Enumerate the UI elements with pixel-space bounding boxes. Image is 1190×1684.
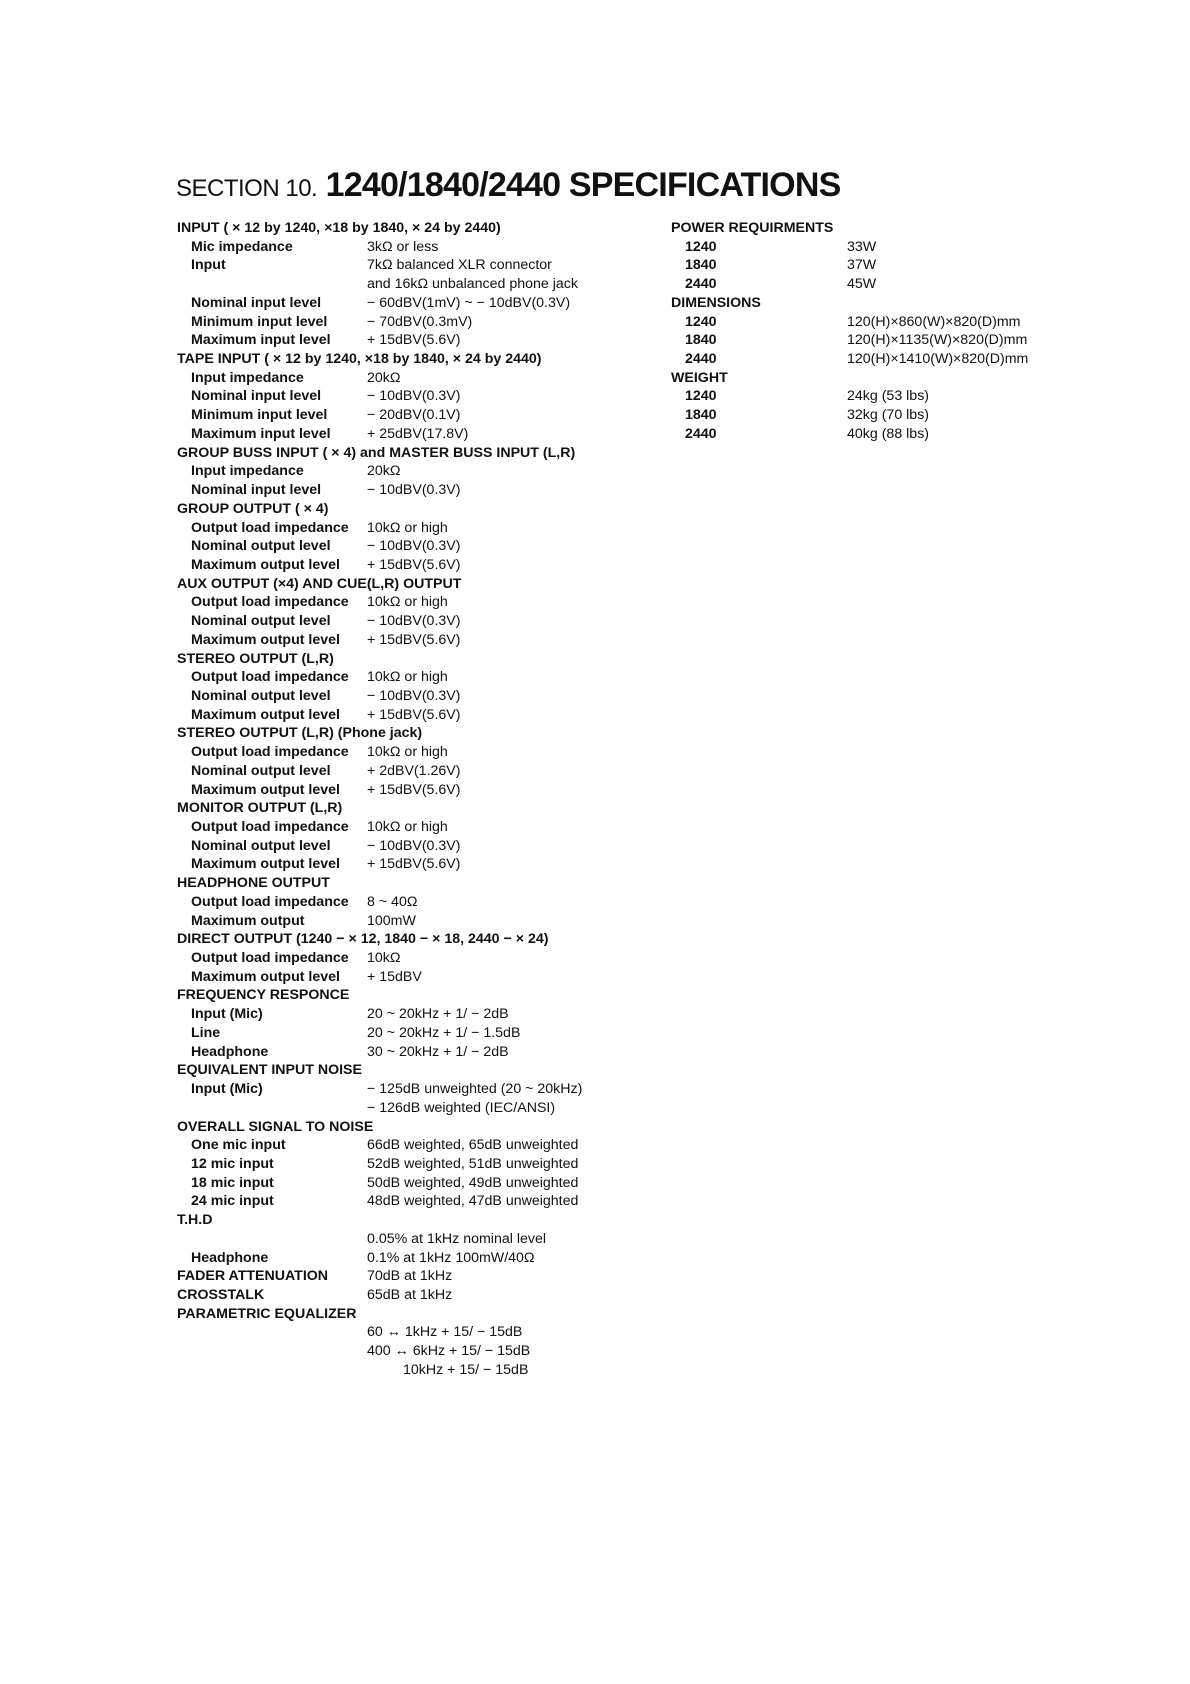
spec-value: 100mW [367,912,416,929]
spec-section-heading: DIRECT OUTPUT (1240 − × 12, 1840 − × 18, 2440 − × 24) [177,931,549,948]
spec-section-heading: OVERALL SIGNAL TO NOISE [177,1118,374,1135]
spec-label: Input (Mic) [191,1081,263,1098]
spec-value: 45W [847,276,877,293]
spec-value: 10kΩ or high [367,519,448,536]
spec-label: Nominal output level [191,762,331,779]
spec-section-heading: DIMENSIONS [671,294,761,311]
spec-label: Maximum output [191,912,305,929]
spec-label: Maximum output level [191,556,340,573]
section-number: SECTION 10. [176,175,318,202]
spec-value: + 15dBV(5.6V) [367,631,461,648]
spec-row [177,1249,647,1268]
spec-label: 1840 [685,257,717,274]
spec-label: 1840 [685,332,717,349]
spec-label: Mic impedance [191,238,293,255]
spec-value: 70dB at 1kHz [367,1268,453,1285]
spec-label: Nominal input level [191,482,322,499]
spec-value: 8 ~ 40Ω [367,893,418,910]
spec-row [177,893,647,912]
spec-row [671,238,1111,257]
spec-row [177,668,647,687]
spec-value: 20 ~ 20kHz + 1/ − 1.5dB [367,1024,521,1041]
spec-value: + 15dBV(5.6V) [367,856,461,873]
spec-label: 1240 [685,388,717,405]
spec-label: Nominal output level [191,687,331,704]
spec-value: 37W [847,257,877,274]
spec-value: 32kg (70 lbs) [847,407,930,424]
spec-value: 30 ~ 20kHz + 1/ − 2dB [367,1043,509,1060]
spec-value: + 15dBV(5.6V) [367,781,461,798]
spec-row [177,612,647,631]
spec-label: 2440 [685,351,717,368]
spec-value: 66dB weighted, 65dB unweighted [367,1137,579,1154]
spec-label: Input impedance [191,463,304,480]
spec-heading-row [177,1267,647,1286]
spec-row [177,1174,647,1193]
spec-label: Maximum output level [191,631,340,648]
spec-section-heading: FREQUENCY RESPONCE [177,987,350,1004]
spec-value: − 10dBV(0.3V) [367,388,461,405]
spec-value: − 10dBV(0.3V) [367,613,461,630]
spec-value: − 10dBV(0.3V) [367,687,461,704]
spec-label: Input (Mic) [191,1006,263,1023]
spec-row [177,912,647,931]
spec-label: Output load impedance [191,744,349,761]
spec-value: 10kΩ or high [367,669,448,686]
spec-label: Headphone [191,1249,269,1266]
spec-row [671,275,1111,294]
spec-value: + 25dBV(17.8V) [367,425,469,442]
spec-row [177,743,647,762]
spec-value: 52dB weighted, 51dB unweighted [367,1155,579,1172]
spec-row [177,1136,647,1155]
spec-row [177,593,647,612]
spec-value: 10kΩ [367,950,401,967]
spec-label: Input impedance [191,369,304,386]
spec-row [177,706,647,725]
spec-row [177,294,647,313]
spec-label: Minimum input level [191,407,328,424]
spec-label: Nominal output level [191,538,331,555]
spec-row [177,818,647,837]
spec-section-heading: TAPE INPUT ( × 12 by 1240, ×18 by 1840, × 24 by 2440) [177,351,542,368]
spec-section-heading: FADER ATTENUATION [177,1268,329,1285]
spec-label: Maximum input level [191,425,331,442]
page-title [176,166,840,205]
spec-row [177,519,647,538]
spec-label: 18 mic input [191,1174,274,1191]
spec-row [671,387,1111,406]
spec-label: One mic input [191,1137,286,1154]
spec-label: Output load impedance [191,893,349,910]
spec-row [177,1361,647,1380]
spec-label: 1240 [685,313,717,330]
spec-value: 60 ↔ 1kHz + 15/ − 15dB [367,1324,523,1341]
spec-label: Nominal input level [191,388,322,405]
spec-value: + 15dBV(5.6V) [367,556,461,573]
spec-value: 10kHz + 15/ − 15dB [403,1361,529,1378]
spec-value: 50dB weighted, 49dB unweighted [367,1174,579,1191]
spec-value: 24kg (53 lbs) [847,388,930,405]
spec-label: Input [191,257,226,274]
spec-value: + 15dBV(5.6V) [367,706,461,723]
spec-value: + 15dBV [367,968,422,985]
spec-row [177,1155,647,1174]
spec-label: Output load impedance [191,950,349,967]
spec-value: 120(H)×1410(W)×820(D)mm [847,351,1029,368]
spec-section-heading: STEREO OUTPUT (L,R) (Phone jack) [177,725,423,742]
spec-label: Maximum output level [191,968,340,985]
spec-row [671,256,1111,275]
spec-row [177,1024,647,1043]
spec-section-heading: POWER REQUIRMENTS [671,220,834,236]
spec-row [177,968,647,987]
spec-value: 120(H)×1135(W)×820(D)mm [847,332,1028,349]
spec-label: Headphone [191,1043,269,1060]
spec-row [177,537,647,556]
spec-label: 2440 [685,276,717,293]
spec-row [671,406,1111,425]
spec-list-left [177,219,647,1380]
spec-value: − 20dBV(0.1V) [367,407,461,424]
spec-value: 10kΩ or high [367,744,448,761]
spec-section-heading: GROUP OUTPUT ( × 4) [177,500,329,517]
spec-section-heading: CROSSTALK [177,1286,265,1303]
spec-value: − 10dBV(0.3V) [367,538,461,555]
spec-row [177,425,647,444]
spec-label: 1240 [685,238,717,255]
spec-value: 10kΩ or high [367,819,448,835]
spec-value: 10kΩ or high [367,594,448,611]
spec-row [177,238,647,257]
spec-label: Nominal input level [191,294,322,311]
spec-row [177,1323,647,1342]
spec-row [177,687,647,706]
spec-section-heading: WEIGHT [671,369,728,386]
spec-value: 400 ↔ 6kHz + 15/ − 15dB [367,1343,531,1360]
spec-row [177,1043,647,1062]
spec-section-heading: HEADPHONE OUTPUT [177,875,330,892]
spec-value: 0.05% at 1kHz nominal level [367,1230,547,1247]
spec-label: 12 mic input [191,1155,274,1172]
spec-value: 65dB at 1kHz [367,1286,453,1303]
spec-row [177,462,647,481]
spec-row [177,275,647,294]
spec-row [177,481,647,500]
section-heading: 1240/1840/2440 SPECIFICATIONS [325,166,841,204]
spec-value: 33W [847,238,877,255]
spec-value: 120(H)×860(W)×820(D)mm [847,313,1021,330]
spec-row [177,781,647,800]
spec-row [177,1230,647,1249]
spec-row [177,387,647,406]
spec-row [177,556,647,575]
spec-row [671,331,1111,350]
spec-heading-row [177,1286,647,1305]
spec-value: 20 ~ 20kHz + 1/ − 2dB [367,1006,509,1023]
spec-value: 40kg (88 lbs) [847,425,930,442]
spec-list-right [671,219,1111,444]
spec-value: 7kΩ balanced XLR connector [367,257,552,274]
spec-value: − 125dB unweighted (20 ~ 20kHz) [367,1081,583,1098]
spec-label: Maximum output level [191,706,340,723]
spec-section-heading: STEREO OUTPUT (L,R) [177,650,334,667]
spec-value: and 16kΩ unbalanced phone jack [367,276,578,293]
spec-label: Maximum input level [191,332,331,349]
spec-row [177,631,647,650]
spec-label: 2440 [685,425,717,442]
spec-value: 20kΩ [367,463,401,480]
spec-row [177,1005,647,1024]
spec-label: Output load impedance [191,669,349,686]
spec-row [177,762,647,781]
spec-row [177,1080,647,1099]
spec-label: 1840 [685,407,717,424]
spec-section-heading: MONITOR OUTPUT (L,R) [177,800,343,817]
spec-section-heading: GROUP BUSS INPUT ( × 4) and MASTER BUSS INPUT (L,R) [177,444,576,461]
spec-label: Maximum output level [191,781,340,798]
spec-label: Output load impedance [191,819,349,835]
spec-row [671,350,1111,369]
spec-value: + 2dBV(1.26V) [367,762,461,779]
spec-row [177,1099,647,1118]
spec-row [671,313,1111,332]
spec-section-heading: INPUT ( × 12 by 1240, ×18 by 1840, × 24 by 2440) [177,220,501,236]
spec-row [177,837,647,856]
spec-value: − 10dBV(0.3V) [367,837,461,854]
spec-row [177,369,647,388]
spec-value: 48dB weighted, 47dB unweighted [367,1193,579,1210]
spec-value: − 10dBV(0.3V) [367,482,461,499]
spec-value: − 70dBV(0.3mV) [367,313,473,330]
spec-value: − 60dBV(1mV) ~ − 10dBV(0.3V) [367,294,571,311]
spec-value: 0.1% at 1kHz 100mW/40Ω [367,1249,535,1266]
spec-section-heading: PARAMETRIC EQUALIZER [177,1305,357,1322]
spec-row [177,1192,647,1211]
spec-label: 24 mic input [191,1193,274,1210]
spec-row [177,855,647,874]
spec-label: Minimum input level [191,313,328,330]
spec-row [177,1342,647,1361]
spec-row [177,949,647,968]
spec-section-heading: T.H.D [177,1212,213,1229]
spec-row [177,256,647,275]
spec-section-heading: EQUIVALENT INPUT NOISE [177,1062,362,1079]
spec-value: 3kΩ or less [367,238,439,255]
spec-label: Output load impedance [191,519,349,536]
spec-value: − 126dB weighted (IEC/ANSI) [367,1099,556,1116]
spec-label: Line [191,1024,221,1041]
spec-label: Maximum output level [191,856,340,873]
spec-value: 20kΩ [367,369,401,386]
spec-row [177,313,647,332]
spec-row [671,425,1111,444]
spec-section-heading: AUX OUTPUT (×4) AND CUE(L,R) OUTPUT [177,575,462,592]
spec-value: + 15dBV(5.6V) [367,332,461,349]
spec-label: Output load impedance [191,594,349,611]
spec-row [177,406,647,425]
spec-label: Nominal output level [191,837,331,854]
spec-row [177,331,647,350]
spec-label: Nominal output level [191,613,331,630]
